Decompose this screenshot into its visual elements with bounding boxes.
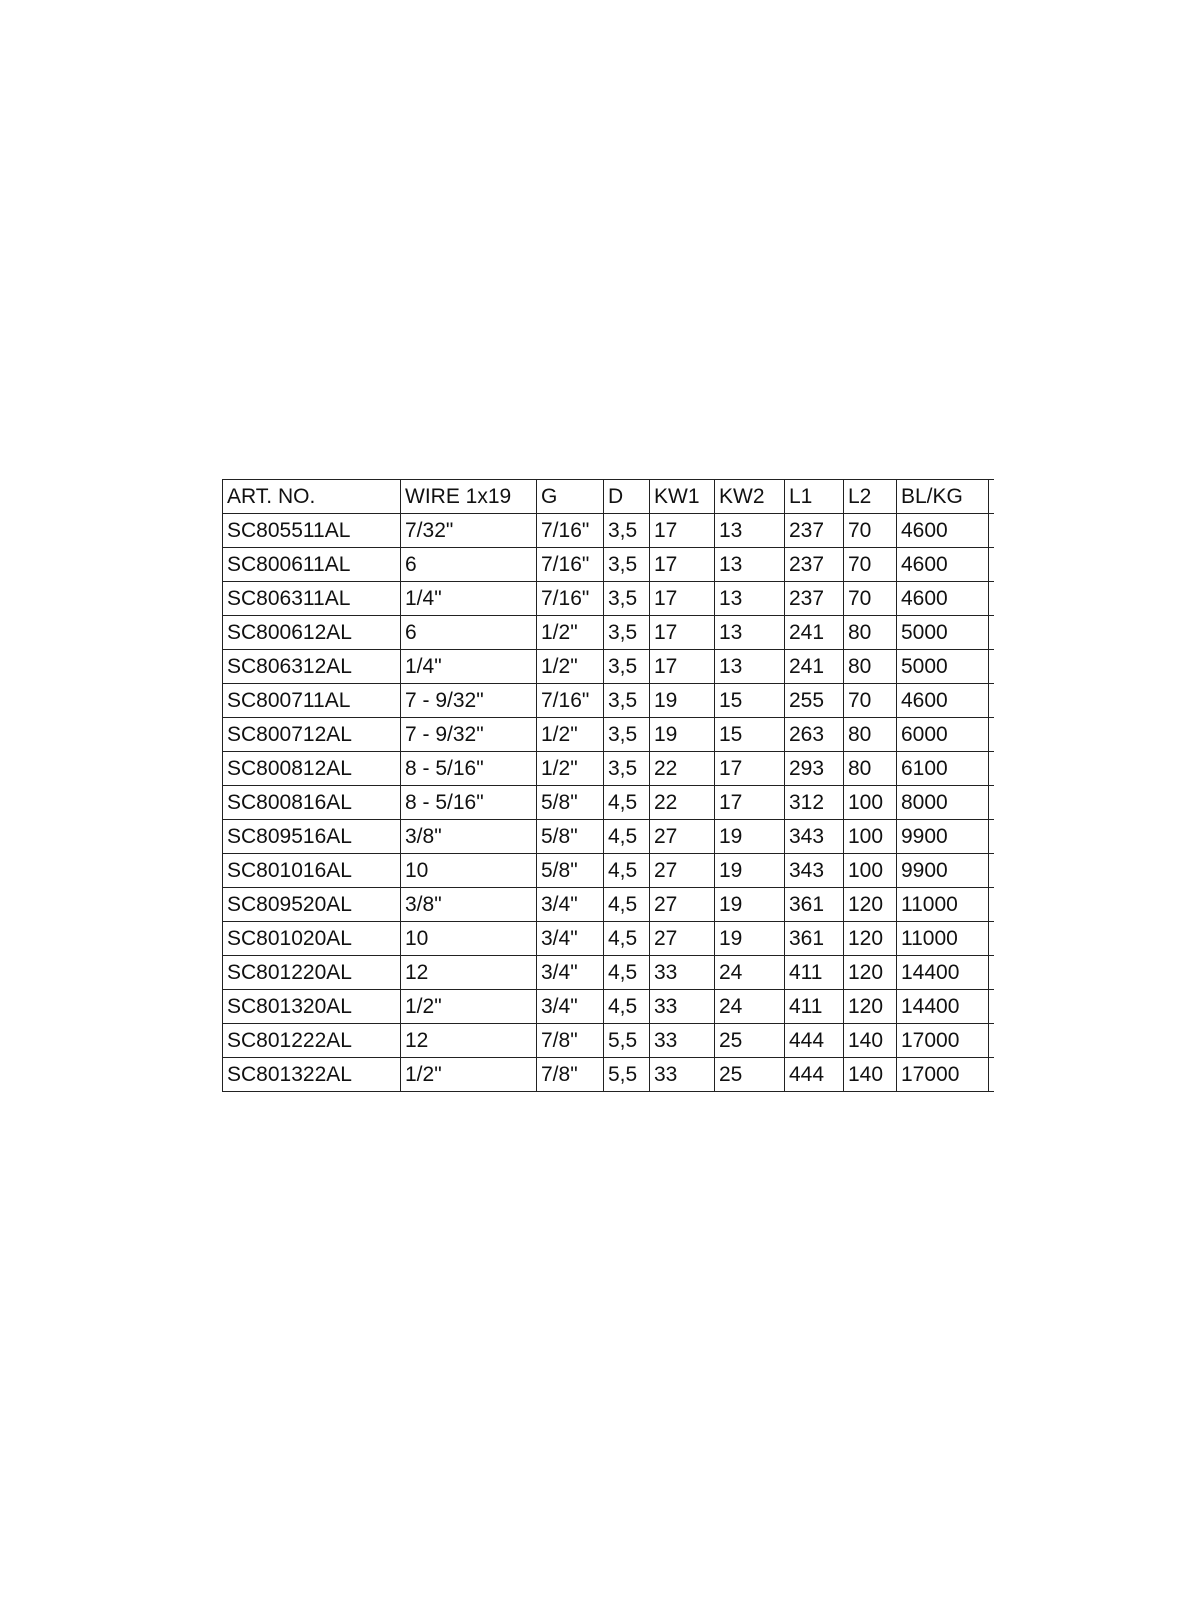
- table-cell: 4,5: [604, 922, 650, 956]
- table-cell: 9900: [897, 820, 989, 854]
- table-cell: [989, 786, 995, 820]
- table-row: [223, 1024, 995, 1058]
- header-cell: [989, 480, 995, 514]
- table-cell: [989, 650, 995, 684]
- table-cell: 17: [650, 616, 715, 650]
- table-cell: SC809516AL: [223, 820, 401, 854]
- table-cell: 3,5: [604, 616, 650, 650]
- table-cell: 1/2": [401, 1058, 537, 1092]
- table-cell: 80: [844, 616, 897, 650]
- table-cell: 24: [715, 956, 785, 990]
- table-cell: 5/8": [537, 786, 604, 820]
- table-cell: 5000: [897, 650, 989, 684]
- table-cell: 1/2": [537, 650, 604, 684]
- table-cell: SC800712AL: [223, 718, 401, 752]
- table-cell: 27: [650, 820, 715, 854]
- table-cell: 5,5: [604, 1058, 650, 1092]
- table-row: [223, 888, 995, 922]
- table-cell: 7/8": [537, 1058, 604, 1092]
- table-cell: 10: [401, 922, 537, 956]
- table-cell: 5/8": [537, 854, 604, 888]
- table-cell: [989, 956, 995, 990]
- table-cell: 3,5: [604, 582, 650, 616]
- table-cell: 17: [650, 582, 715, 616]
- table-row: [223, 990, 995, 1024]
- table-cell: 3,5: [604, 548, 650, 582]
- table-cell: 3/8": [401, 888, 537, 922]
- table-cell: 1/2": [401, 990, 537, 1024]
- table-cell: 120: [844, 922, 897, 956]
- table-cell: SC801020AL: [223, 922, 401, 956]
- table-cell: 7 - 9/32": [401, 718, 537, 752]
- table-cell: 17: [715, 752, 785, 786]
- table-cell: 17: [650, 650, 715, 684]
- table-row: [223, 684, 995, 718]
- table-row: [223, 1058, 995, 1092]
- table-cell: 19: [650, 684, 715, 718]
- table-cell: 13: [715, 582, 785, 616]
- table-row: [223, 820, 995, 854]
- table-cell: SC801320AL: [223, 990, 401, 1024]
- table-cell: 444: [785, 1024, 844, 1058]
- table-cell: 241: [785, 650, 844, 684]
- table-cell: SC801016AL: [223, 854, 401, 888]
- table-cell: SC806311AL: [223, 582, 401, 616]
- table-cell: 140: [844, 1024, 897, 1058]
- table-cell: 4,5: [604, 888, 650, 922]
- table-cell: 22: [650, 786, 715, 820]
- table-cell: 11000: [897, 888, 989, 922]
- table-cell: [989, 548, 995, 582]
- header-cell: KW1: [650, 480, 715, 514]
- table-cell: 3,5: [604, 684, 650, 718]
- header-cell: L2: [844, 480, 897, 514]
- table-cell: 1/4": [401, 582, 537, 616]
- table-cell: 120: [844, 990, 897, 1024]
- header-row: [223, 480, 995, 514]
- table-cell: 14400: [897, 956, 989, 990]
- table-cell: 17: [715, 786, 785, 820]
- table-cell: 3/4": [537, 922, 604, 956]
- table-cell: 80: [844, 752, 897, 786]
- table-cell: 140: [844, 1058, 897, 1092]
- table-cell: SC800812AL: [223, 752, 401, 786]
- table-cell: 4,5: [604, 786, 650, 820]
- table-cell: 7/16": [537, 684, 604, 718]
- table-cell: 9900: [897, 854, 989, 888]
- table-cell: 312: [785, 786, 844, 820]
- table-cell: SC800711AL: [223, 684, 401, 718]
- table-cell: 100: [844, 786, 897, 820]
- table-cell: 4600: [897, 514, 989, 548]
- header-cell: L1: [785, 480, 844, 514]
- table-cell: 4,5: [604, 956, 650, 990]
- table-cell: [989, 820, 995, 854]
- table-cell: 6000: [897, 718, 989, 752]
- table-cell: 25: [715, 1058, 785, 1092]
- table-cell: SC801220AL: [223, 956, 401, 990]
- table-cell: 33: [650, 956, 715, 990]
- table-row: [223, 854, 995, 888]
- table-cell: [989, 752, 995, 786]
- table-row: [223, 514, 995, 548]
- table-cell: 4600: [897, 582, 989, 616]
- table-cell: [989, 1024, 995, 1058]
- table-cell: 237: [785, 548, 844, 582]
- table-cell: 4600: [897, 548, 989, 582]
- table-cell: 17: [650, 514, 715, 548]
- table-cell: 263: [785, 718, 844, 752]
- table-cell: 1/4": [401, 650, 537, 684]
- table-cell: 7/16": [537, 548, 604, 582]
- table-cell: SC801322AL: [223, 1058, 401, 1092]
- table-row: [223, 548, 995, 582]
- table-cell: 1/2": [537, 616, 604, 650]
- table-cell: 33: [650, 1024, 715, 1058]
- table-cell: 19: [715, 820, 785, 854]
- table-cell: 7/8": [537, 1024, 604, 1058]
- header-cell: BL/KG: [897, 480, 989, 514]
- table-cell: 3/4": [537, 990, 604, 1024]
- table-cell: 5,5: [604, 1024, 650, 1058]
- spec-table-container: [222, 479, 994, 1109]
- table-cell: 22: [650, 752, 715, 786]
- table-cell: 70: [844, 684, 897, 718]
- table-cell: [989, 990, 995, 1024]
- table-cell: 237: [785, 514, 844, 548]
- table-cell: 17: [650, 548, 715, 582]
- table-cell: 17000: [897, 1024, 989, 1058]
- table-cell: 444: [785, 1058, 844, 1092]
- table-cell: 1/2": [537, 752, 604, 786]
- table-cell: [989, 582, 995, 616]
- table-cell: 6: [401, 548, 537, 582]
- table-cell: 80: [844, 650, 897, 684]
- table-cell: 3/4": [537, 956, 604, 990]
- header-cell: ART. NO.: [223, 480, 401, 514]
- table-cell: 19: [715, 854, 785, 888]
- table-cell: 6100: [897, 752, 989, 786]
- table-cell: 5000: [897, 616, 989, 650]
- table-cell: [989, 684, 995, 718]
- table-row: [223, 616, 995, 650]
- table-cell: 10: [401, 854, 537, 888]
- table-cell: 411: [785, 990, 844, 1024]
- table-cell: 4600: [897, 684, 989, 718]
- table-cell: 27: [650, 854, 715, 888]
- table-cell: 343: [785, 820, 844, 854]
- table-cell: 3,5: [604, 752, 650, 786]
- table-cell: 4,5: [604, 820, 650, 854]
- table-cell: [989, 888, 995, 922]
- table-cell: 237: [785, 582, 844, 616]
- table-cell: 4,5: [604, 854, 650, 888]
- table-cell: SC805511AL: [223, 514, 401, 548]
- table-cell: 3,5: [604, 718, 650, 752]
- table-cell: 5/8": [537, 820, 604, 854]
- table-row: [223, 650, 995, 684]
- table-row: [223, 922, 995, 956]
- table-cell: SC800816AL: [223, 786, 401, 820]
- table-cell: [989, 1058, 995, 1092]
- table-cell: 3,5: [604, 514, 650, 548]
- table-cell: 7 - 9/32": [401, 684, 537, 718]
- table-cell: 293: [785, 752, 844, 786]
- table-cell: 120: [844, 888, 897, 922]
- table-row: [223, 956, 995, 990]
- header-cell: KW2: [715, 480, 785, 514]
- spec-table-body: [223, 480, 995, 1092]
- table-cell: 7/32": [401, 514, 537, 548]
- table-row: [223, 718, 995, 752]
- header-cell: D: [604, 480, 650, 514]
- table-cell: SC800611AL: [223, 548, 401, 582]
- table-cell: 8000: [897, 786, 989, 820]
- table-cell: 19: [650, 718, 715, 752]
- table-cell: 3/8": [401, 820, 537, 854]
- table-cell: 25: [715, 1024, 785, 1058]
- spec-table: [222, 479, 994, 1092]
- table-cell: 7/16": [537, 582, 604, 616]
- table-cell: SC809520AL: [223, 888, 401, 922]
- table-cell: [989, 514, 995, 548]
- table-cell: 13: [715, 514, 785, 548]
- table-cell: 27: [650, 888, 715, 922]
- table-cell: 15: [715, 684, 785, 718]
- table-cell: 12: [401, 1024, 537, 1058]
- table-cell: 100: [844, 820, 897, 854]
- table-cell: 12: [401, 956, 537, 990]
- table-cell: 3,5: [604, 650, 650, 684]
- table-cell: 3/4": [537, 888, 604, 922]
- table-cell: 33: [650, 990, 715, 1024]
- table-cell: 4,5: [604, 990, 650, 1024]
- table-cell: 80: [844, 718, 897, 752]
- table-cell: 361: [785, 888, 844, 922]
- table-cell: 27: [650, 922, 715, 956]
- table-cell: [989, 616, 995, 650]
- table-cell: [989, 922, 995, 956]
- table-cell: SC801222AL: [223, 1024, 401, 1058]
- table-row: [223, 786, 995, 820]
- table-cell: 15: [715, 718, 785, 752]
- table-cell: 19: [715, 888, 785, 922]
- table-cell: 343: [785, 854, 844, 888]
- table-cell: [989, 718, 995, 752]
- table-cell: 70: [844, 548, 897, 582]
- table-cell: 361: [785, 922, 844, 956]
- table-cell: 6: [401, 616, 537, 650]
- table-cell: 1/2": [537, 718, 604, 752]
- table-cell: 120: [844, 956, 897, 990]
- table-cell: 11000: [897, 922, 989, 956]
- table-cell: 19: [715, 922, 785, 956]
- table-cell: SC806312AL: [223, 650, 401, 684]
- header-cell: G: [537, 480, 604, 514]
- table-cell: [989, 854, 995, 888]
- table-cell: 13: [715, 616, 785, 650]
- table-row: [223, 582, 995, 616]
- table-cell: 255: [785, 684, 844, 718]
- table-cell: 14400: [897, 990, 989, 1024]
- header-cell: WIRE 1x19: [401, 480, 537, 514]
- table-cell: 241: [785, 616, 844, 650]
- table-cell: 70: [844, 582, 897, 616]
- table-cell: 7/16": [537, 514, 604, 548]
- table-cell: 8 - 5/16": [401, 752, 537, 786]
- table-cell: 17000: [897, 1058, 989, 1092]
- table-cell: 13: [715, 650, 785, 684]
- table-cell: 24: [715, 990, 785, 1024]
- table-cell: 33: [650, 1058, 715, 1092]
- table-cell: 8 - 5/16": [401, 786, 537, 820]
- table-cell: 100: [844, 854, 897, 888]
- table-cell: 70: [844, 514, 897, 548]
- table-row: [223, 752, 995, 786]
- table-cell: 411: [785, 956, 844, 990]
- table-cell: 13: [715, 548, 785, 582]
- table-cell: SC800612AL: [223, 616, 401, 650]
